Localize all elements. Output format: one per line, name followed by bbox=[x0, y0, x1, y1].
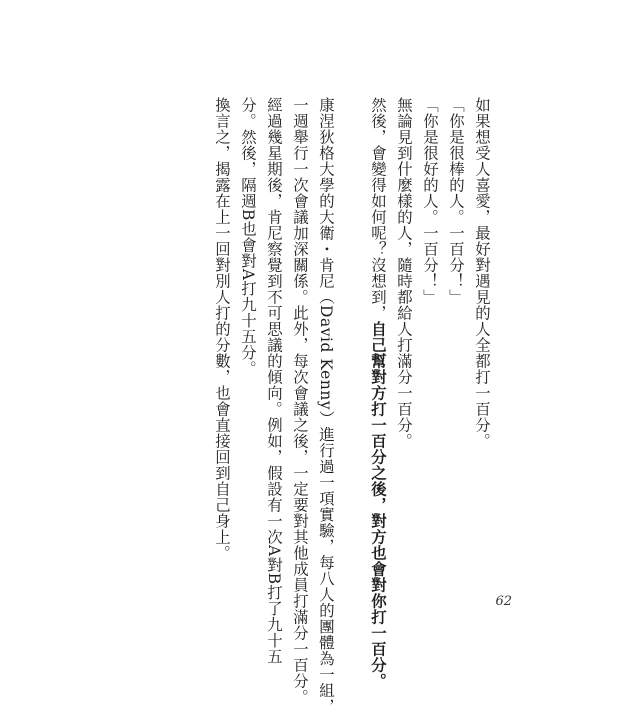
text-column bbox=[417, 97, 443, 597]
text-column bbox=[443, 97, 469, 597]
body-text: 「你是很棒的人。一百分！」 bbox=[447, 97, 465, 305]
body-text: B bbox=[239, 209, 257, 221]
body-text: 然後，會變得如何呢？沒想到， bbox=[369, 97, 387, 321]
body-text: 如果想受人喜愛，最好對遇見的人全都打一百分。 bbox=[473, 97, 491, 449]
body-text: 對 bbox=[265, 556, 283, 573]
body-text: 康涅狄格大學的大衛・肯尼（ bbox=[317, 97, 335, 305]
vertical-text-body bbox=[209, 97, 495, 714]
body-text: 無論見到什麼樣的人，隨時都給人打滿分一百分。 bbox=[395, 97, 413, 449]
text-column bbox=[209, 97, 235, 597]
text-column bbox=[365, 97, 391, 689]
body-text: A bbox=[239, 268, 257, 281]
body-text: B bbox=[265, 572, 283, 585]
text-column bbox=[391, 97, 417, 597]
body-text: ）進行過一項實驗，每八人的團體為一組， bbox=[317, 410, 335, 714]
text-column bbox=[313, 97, 339, 714]
paragraph-gap bbox=[339, 97, 365, 597]
body-text: 分。然後，隔週 bbox=[239, 97, 257, 209]
body-text: 打九十五分。 bbox=[239, 280, 257, 377]
page-number: 62 bbox=[495, 594, 512, 609]
text-column bbox=[287, 97, 313, 705]
body-text: A bbox=[265, 545, 283, 557]
body-text: 換言之，揭露在上一回對別人打的分數，也會直接回到自己身上。 bbox=[213, 97, 231, 561]
text-column bbox=[469, 97, 495, 597]
body-text: David Kenny bbox=[317, 305, 335, 411]
body-text: 經過幾星期後，肯尼察覺到不可思議的傾向。例如，假設有一次 bbox=[265, 97, 283, 545]
emphasis-text: 自己幫對方打一百分之後，對方也會對你打一百分。 bbox=[369, 321, 387, 689]
body-text: 一週舉行一次會議加深關係。此外，每次會議之後，一定要對其他成員打滿分一百分。 bbox=[291, 97, 309, 705]
body-text: 打了九十五 bbox=[265, 584, 283, 665]
body-text: 也會對 bbox=[239, 220, 257, 269]
body-text: 「你是很好的人。一百分！」 bbox=[421, 97, 439, 305]
text-column bbox=[235, 97, 261, 597]
text-column bbox=[261, 97, 287, 665]
